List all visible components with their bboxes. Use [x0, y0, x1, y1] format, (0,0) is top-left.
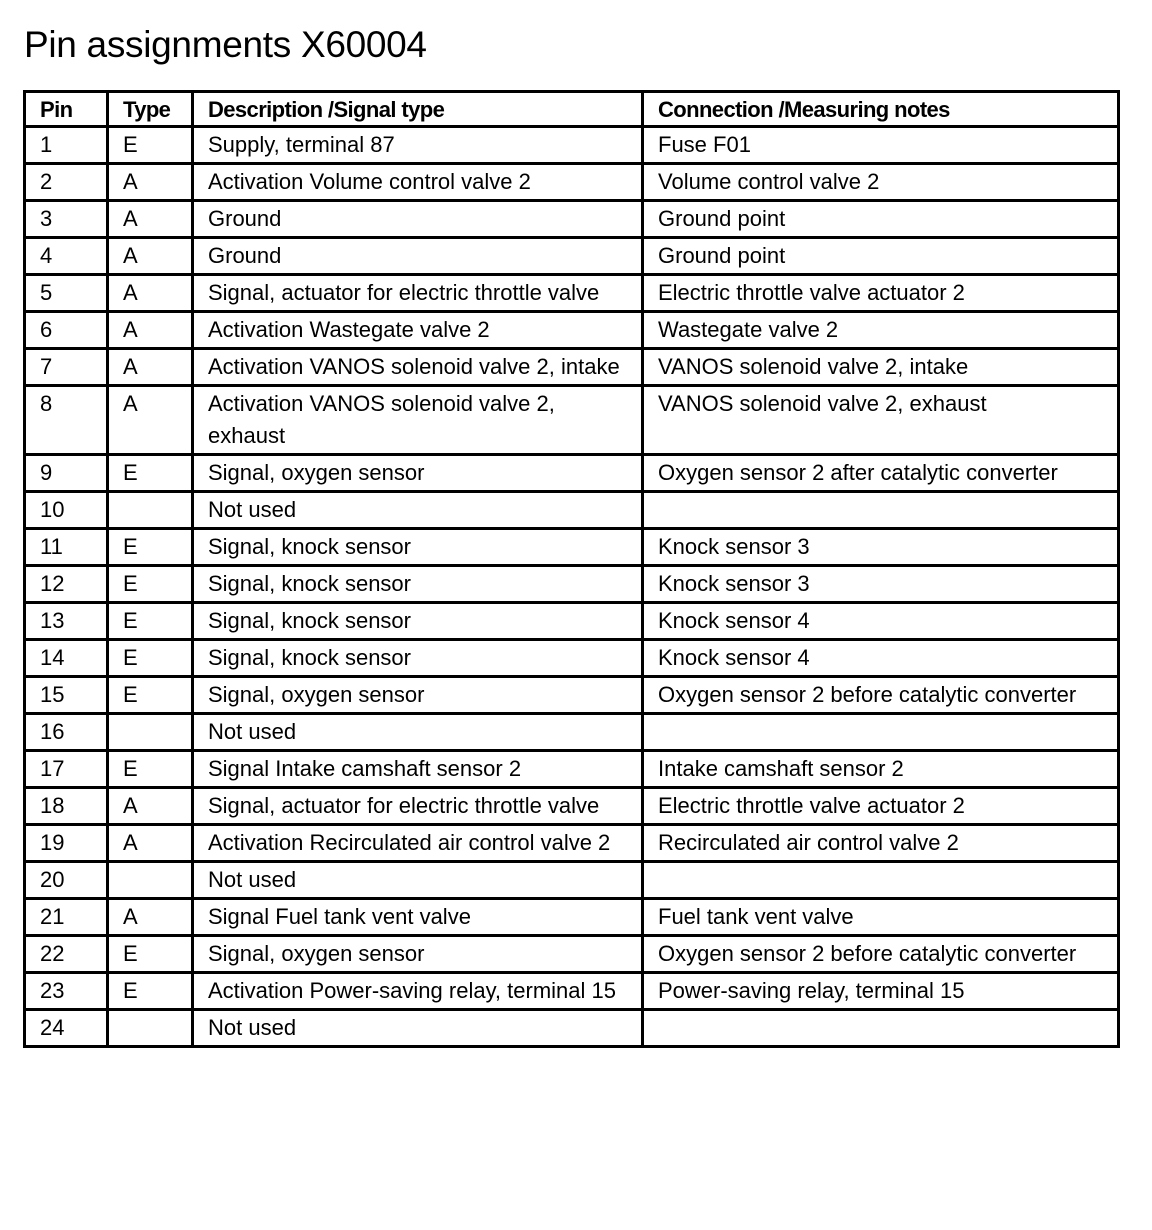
type-cell: A [108, 201, 193, 238]
pin-cell: 23 [25, 973, 108, 1010]
table-row [25, 566, 1119, 603]
pin-cell: 11 [25, 529, 108, 566]
type-cell: A [108, 312, 193, 349]
pin-cell: 15 [25, 677, 108, 714]
connection-cell [643, 714, 1119, 751]
table-row [25, 751, 1119, 788]
table-body [25, 127, 1119, 1047]
type-cell [108, 1010, 193, 1047]
type-cell: E [108, 603, 193, 640]
type-cell: E [108, 751, 193, 788]
connection-cell: Oxygen sensor 2 after catalytic converter [643, 455, 1119, 492]
type-cell: A [108, 386, 193, 455]
pin-cell: 21 [25, 899, 108, 936]
connection-cell: VANOS solenoid valve 2, exhaust [643, 386, 1119, 455]
type-cell: A [108, 238, 193, 275]
column-header-connection: Connection /Measuring notes [643, 92, 1119, 127]
type-cell: A [108, 899, 193, 936]
connection-cell: Power-saving relay, terminal 15 [643, 973, 1119, 1010]
description-cell: Activation Power-saving relay, terminal 15 [193, 973, 643, 1010]
pin-cell: 10 [25, 492, 108, 529]
description-cell: Signal, actuator for electric throttle valve [193, 788, 643, 825]
description-cell: Not used [193, 714, 643, 751]
connection-cell [643, 1010, 1119, 1047]
pin-cell: 16 [25, 714, 108, 751]
connection-cell: Knock sensor 4 [643, 603, 1119, 640]
table-row [25, 492, 1119, 529]
description-cell: Activation VANOS solenoid valve 2, exhaust [193, 386, 643, 455]
connection-cell: Knock sensor 4 [643, 640, 1119, 677]
type-cell [108, 714, 193, 751]
table-row [25, 1010, 1119, 1047]
pin-cell: 22 [25, 936, 108, 973]
table-row [25, 529, 1119, 566]
type-cell: E [108, 640, 193, 677]
connection-cell [643, 862, 1119, 899]
pin-cell: 4 [25, 238, 108, 275]
type-cell: E [108, 566, 193, 603]
description-cell: Activation Wastegate valve 2 [193, 312, 643, 349]
type-cell: E [108, 973, 193, 1010]
table-row [25, 312, 1119, 349]
table-row [25, 164, 1119, 201]
table-row [25, 275, 1119, 312]
pin-cell: 19 [25, 825, 108, 862]
type-cell: A [108, 825, 193, 862]
type-cell: A [108, 788, 193, 825]
connection-cell: Ground point [643, 238, 1119, 275]
description-cell: Signal, actuator for electric throttle valve [193, 275, 643, 312]
page-title: Pin assignments X60004 [24, 24, 427, 65]
pin-cell: 6 [25, 312, 108, 349]
pin-cell: 9 [25, 455, 108, 492]
type-cell: A [108, 164, 193, 201]
table-row [25, 677, 1119, 714]
type-cell [108, 492, 193, 529]
pin-cell: 13 [25, 603, 108, 640]
table-row [25, 238, 1119, 275]
description-cell: Signal, knock sensor [193, 603, 643, 640]
connection-cell: Oxygen sensor 2 before catalytic converter [643, 936, 1119, 973]
pin-cell: 12 [25, 566, 108, 603]
type-cell: E [108, 127, 193, 164]
connection-cell: Knock sensor 3 [643, 529, 1119, 566]
pin-cell: 18 [25, 788, 108, 825]
description-cell: Signal, knock sensor [193, 640, 643, 677]
type-cell: E [108, 455, 193, 492]
description-cell: Activation Recirculated air control valve 2 [193, 825, 643, 862]
description-cell: Activation VANOS solenoid valve 2, intake [193, 349, 643, 386]
description-cell: Signal, knock sensor [193, 566, 643, 603]
pin-cell: 2 [25, 164, 108, 201]
type-cell: A [108, 275, 193, 312]
connection-cell: Oxygen sensor 2 before catalytic converter [643, 677, 1119, 714]
description-cell: Activation Volume control valve 2 [193, 164, 643, 201]
connection-cell: Volume control valve 2 [643, 164, 1119, 201]
connection-cell: Electric throttle valve actuator 2 [643, 788, 1119, 825]
pin-cell: 8 [25, 386, 108, 455]
description-cell: Not used [193, 862, 643, 899]
pin-cell: 24 [25, 1010, 108, 1047]
table-row [25, 455, 1119, 492]
table-row [25, 788, 1119, 825]
table-row [25, 862, 1119, 899]
description-cell: Not used [193, 1010, 643, 1047]
pin-cell: 7 [25, 349, 108, 386]
connection-cell: VANOS solenoid valve 2, intake [643, 349, 1119, 386]
table-row [25, 973, 1119, 1010]
column-header-description: Description /Signal type [193, 92, 643, 127]
type-cell: E [108, 529, 193, 566]
table-row [25, 899, 1119, 936]
description-cell: Signal, oxygen sensor [193, 677, 643, 714]
connection-cell: Electric throttle valve actuator 2 [643, 275, 1119, 312]
connection-cell: Fuel tank vent valve [643, 899, 1119, 936]
connection-cell: Fuse F01 [643, 127, 1119, 164]
connection-cell: Intake camshaft sensor 2 [643, 751, 1119, 788]
pin-cell: 17 [25, 751, 108, 788]
table-row [25, 714, 1119, 751]
pin-cell: 5 [25, 275, 108, 312]
pin-cell: 14 [25, 640, 108, 677]
table-row [25, 349, 1119, 386]
connection-cell: Knock sensor 3 [643, 566, 1119, 603]
table-row [25, 201, 1119, 238]
type-cell: A [108, 349, 193, 386]
table-row [25, 127, 1119, 164]
table-row [25, 603, 1119, 640]
description-cell: Supply, terminal 87 [193, 127, 643, 164]
table-header-row [25, 92, 1119, 127]
type-cell: E [108, 936, 193, 973]
description-cell: Signal Intake camshaft sensor 2 [193, 751, 643, 788]
table-row [25, 825, 1119, 862]
table-row [25, 936, 1119, 973]
pin-cell: 1 [25, 127, 108, 164]
description-cell: Signal, knock sensor [193, 529, 643, 566]
pin-cell: 20 [25, 862, 108, 899]
connection-cell: Ground point [643, 201, 1119, 238]
type-cell: E [108, 677, 193, 714]
type-cell [108, 862, 193, 899]
connection-cell: Recirculated air control valve 2 [643, 825, 1119, 862]
table-row [25, 640, 1119, 677]
column-header-type: Type [108, 92, 193, 127]
description-cell: Ground [193, 201, 643, 238]
description-cell: Signal, oxygen sensor [193, 936, 643, 973]
pin-assignment-table [23, 90, 1120, 1048]
description-cell: Ground [193, 238, 643, 275]
description-cell: Signal Fuel tank vent valve [193, 899, 643, 936]
pin-cell: 3 [25, 201, 108, 238]
column-header-pin: Pin [25, 92, 108, 127]
connection-cell: Wastegate valve 2 [643, 312, 1119, 349]
connection-cell [643, 492, 1119, 529]
description-cell: Not used [193, 492, 643, 529]
table-row [25, 386, 1119, 455]
description-cell: Signal, oxygen sensor [193, 455, 643, 492]
